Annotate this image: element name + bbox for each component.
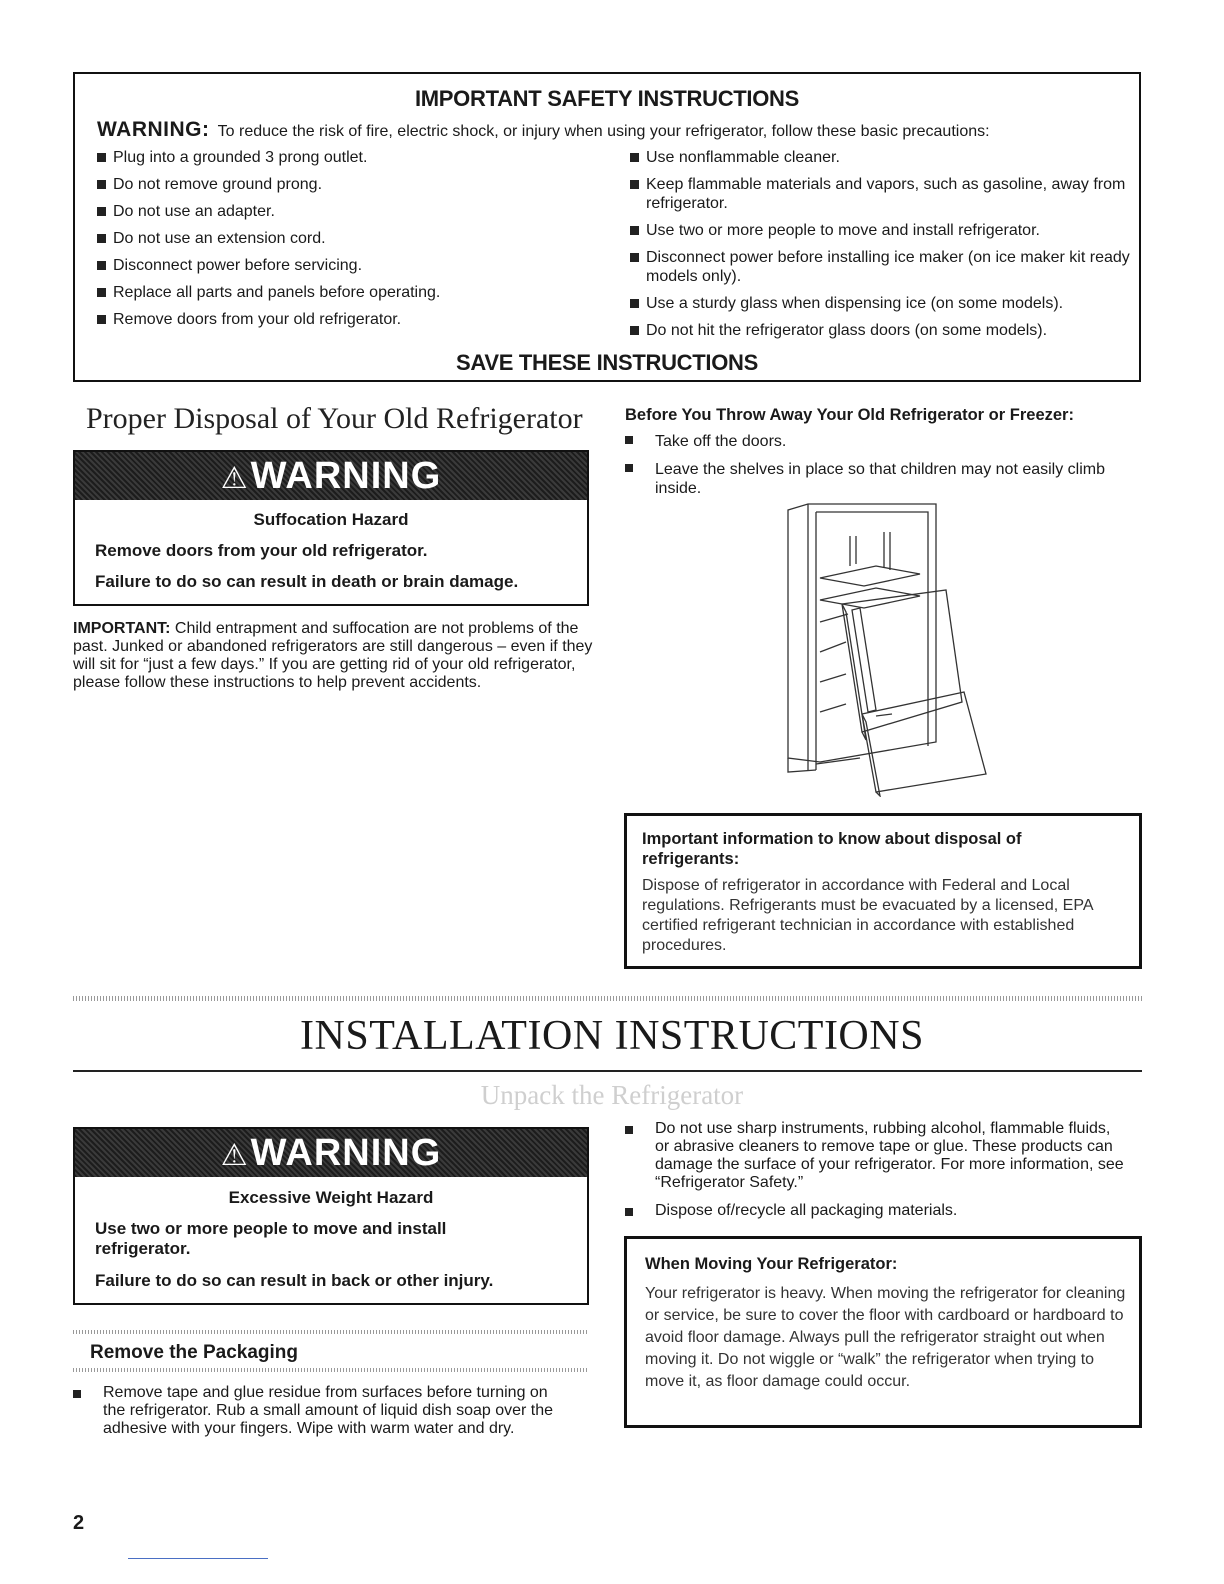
safety-left-list xyxy=(97,148,597,337)
warning-banner: ⚠WARNING xyxy=(75,452,587,500)
unpack-list xyxy=(625,1120,1125,1230)
refrigerator-illustration xyxy=(780,502,990,797)
list-item: Use a sturdy glass when dispensing ice (on some models). xyxy=(630,294,1130,313)
important-paragraph xyxy=(73,620,593,692)
warning-label: WARNING: xyxy=(97,118,210,141)
moving-body: Your refrigerator is heavy. When moving the refrigerator for cleaning or service, be sure to cover the floor with cardboard or hardboard to avoid floor damage. Always pull the refrigerator straight out when moving it. Do not wiggle or “walk” the refrigerator when trying to move it, as floor damage could occur. xyxy=(645,1285,1126,1390)
footer-rule xyxy=(128,1558,268,1559)
bullet-icon xyxy=(625,1126,633,1134)
bullet-icon xyxy=(630,326,639,335)
bullet-icon xyxy=(97,153,106,162)
safety-right-list xyxy=(630,148,1130,348)
refrigerant-body: Dispose of refrigerator in accordance with Federal and Local regulations. Refrigerants must be evacuated by a licensed, EPA certified refrigerant technician in accordance with established procedures. xyxy=(642,877,1093,954)
title-rule xyxy=(73,1070,1142,1072)
list-item: Do not use an extension cord. xyxy=(97,229,597,248)
bullet-icon xyxy=(630,153,639,162)
bullet-icon xyxy=(97,180,106,189)
moving-heading: When Moving Your Refrigerator: xyxy=(645,1255,898,1273)
page-number: 2 xyxy=(73,1512,85,1534)
list-item: Leave the shelves in place so that children may not easily climb inside. xyxy=(625,460,1125,498)
warning-triangle-icon: ⚠ xyxy=(220,462,249,495)
list-item: Remove doors from your old refrigerator. xyxy=(97,310,597,329)
warning-instruction: Use two or more people to move and install refrigerator. xyxy=(95,1219,447,1258)
bullet-icon xyxy=(625,436,633,444)
bullet-icon xyxy=(73,1390,81,1398)
bullet-icon xyxy=(97,315,106,324)
list-item: Plug into a grounded 3 prong outlet. xyxy=(97,148,597,167)
moving-info-box xyxy=(624,1236,1142,1428)
important-label: IMPORTANT: xyxy=(73,620,171,637)
unpack-title: Unpack the Refrigerator xyxy=(480,1080,744,1110)
installation-title: INSTALLATION INSTRUCTIONS xyxy=(300,1013,924,1059)
warning-text: To reduce the risk of fire, electric shock, or injury when using your refrigerator, follow these basic precautions: xyxy=(217,123,990,140)
list-item: Do not use sharp instruments, rubbing alcohol, flammable fluids, or abrasive cleaners to remove tape or glue. These products can damage the surface of your refrigerator. For more information, see “Refrigerator Safety.” xyxy=(625,1120,1125,1192)
bullet-icon xyxy=(97,288,106,297)
list-item: Keep flammable materials and vapors, such as gasoline, away from refrigerator. xyxy=(630,175,1130,213)
warning-triangle-icon: ⚠ xyxy=(220,1139,249,1172)
bullet-icon xyxy=(630,299,639,308)
save-instructions-title: SAVE THESE INSTRUCTIONS xyxy=(456,350,758,375)
bullet-icon xyxy=(97,261,106,270)
section-divider xyxy=(73,1368,589,1372)
safety-instructions-box xyxy=(73,72,1141,382)
warning-banner: ⚠WARNING xyxy=(75,1129,587,1177)
list-item: Use nonflammable cleaner. xyxy=(630,148,1130,167)
hazard-title: Suffocation Hazard xyxy=(253,510,409,529)
list-item: Take off the doors. xyxy=(625,432,1125,451)
weight-warning-box xyxy=(73,1127,589,1305)
section-divider xyxy=(73,1330,589,1334)
warning-consequence: Failure to do so can result in back or other injury. xyxy=(95,1271,494,1290)
bullet-icon xyxy=(97,234,106,243)
list-item: Dispose of/recycle all packaging materials. xyxy=(625,1202,1125,1220)
suffocation-warning-box xyxy=(73,450,589,606)
disposal-heading: Proper Disposal of Your Old Refrigerator xyxy=(86,402,583,435)
bullet-icon xyxy=(630,226,639,235)
bullet-icon xyxy=(630,253,639,262)
bullet-icon xyxy=(625,1208,633,1216)
bullet-icon xyxy=(625,464,633,472)
remove-packaging-list xyxy=(73,1384,573,1438)
list-item: Replace all parts and panels before operating. xyxy=(97,283,597,302)
safety-title: IMPORTANT SAFETY INSTRUCTIONS xyxy=(414,86,800,111)
bullet-icon xyxy=(630,180,639,189)
list-item: Use two or more people to move and install refrigerator. xyxy=(630,221,1130,240)
remove-packaging-title: Remove the Packaging xyxy=(90,1342,299,1363)
list-item: Do not hit the refrigerator glass doors (on some models). xyxy=(630,321,1130,340)
list-item: Disconnect power before servicing. xyxy=(97,256,597,275)
important-text: Child entrapment and suffocation are not problems of the past. Junked or abandoned refrigerators are still dangerous – even if they will sit for “just a few days.” If you are getting rid of your old refrigerator, please follow these instructions to help prevent accidents. xyxy=(73,620,593,691)
list-item: Do not use an adapter. xyxy=(97,202,597,221)
before-throw-heading: Before You Throw Away Your Old Refrigerator or Freezer: xyxy=(625,406,1074,424)
hazard-title: Excessive Weight Hazard xyxy=(228,1188,434,1207)
warning-instruction: Remove doors from your old refrigerator. xyxy=(95,541,428,560)
warning-line xyxy=(97,118,1137,142)
section-divider xyxy=(73,996,1142,1001)
refrigerant-heading: Important information to know about disposal of refrigerants: xyxy=(642,830,1022,868)
refrigerant-info-box xyxy=(624,813,1142,969)
before-throw-list xyxy=(625,432,1125,507)
bullet-icon xyxy=(97,207,106,216)
list-item: Do not remove ground prong. xyxy=(97,175,597,194)
list-item: Disconnect power before installing ice maker (on ice maker kit ready models only). xyxy=(630,248,1130,286)
warning-consequence: Failure to do so can result in death or brain damage. xyxy=(95,572,519,591)
list-item: Remove tape and glue residue from surfaces before turning on the refrigerator. Rub a small amount of liquid dish soap over the adhesive with your fingers. Wipe with warm water and dry. xyxy=(73,1384,573,1438)
